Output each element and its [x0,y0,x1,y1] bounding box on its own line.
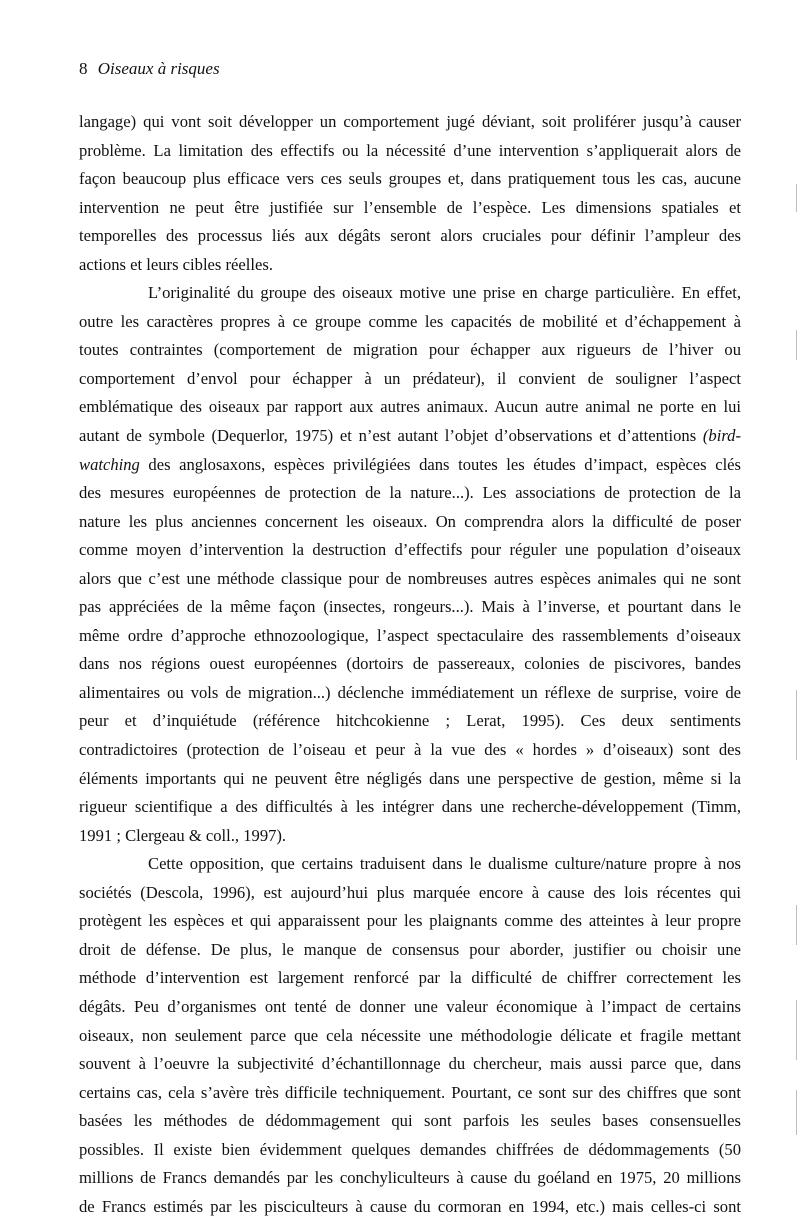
italic-term: (bird- [702,426,741,446]
text-line: comme moyen d’intervention la destruction d’effectifs pour réguler une population d’oiseaux [79,540,741,560]
line-text: autant de symbole (Dequerlor, 1975) et n’est autant l’objet d’observations et d’attentions [79,426,703,446]
text-line: peur et d’inquiétude (référence hitchcokienne ; Lerat, 1995). Ces deux sentiments [79,711,741,731]
line-text: des anglosaxons, espèces privilégiées dans toutes les études d’impact, espèces clés [139,454,741,474]
text-line: millions de Francs demandés par les conchyliculteurs à cause du goéland en 1975, 20 millions [79,1168,741,1188]
text-line: alimentaires ou vols de migration...) déclenche immédiatement un réflexe de surprise, voire de [79,682,741,702]
text-line: basées les méthodes de dédommagement qui sont parfois les seules bases consensuelles [79,1111,741,1131]
text-line [79,422,741,451]
text-line: L’originalité du groupe des oiseaux motive une prise en charge particulière. En effet, [148,283,741,303]
text-line: comportement d’envol pour échapper à un prédateur), il convient de souligner l’aspect [79,368,741,388]
page-number: 8 [79,59,88,78]
text-line: possibles. Il existe bien évidemment quelques demandes chiffrées de dédommagements (50 [79,1139,741,1159]
text-line: façon beaucoup plus efficace vers ces seuls groupes et, dans pratiquement tous les cas, aucune [79,169,741,189]
text-line: langage) qui vont soit développer un comportement jugé déviant, soit proliférer jusqu’à causer [79,112,741,131]
text-line: temporelles des processus liés aux dégâts seront alors cruciales pour définir l’ampleur des [79,226,741,246]
text-line: intervention ne peut être justifiée sur l’ensemble de l’espèce. Les dimensions spatiales et [79,197,741,217]
body-text [79,108,741,1221]
text-line: pas appréciées de la même façon (insectes, rongeurs...). Mais à l’inverse, et pourtant dans le [79,597,741,617]
text-line: même ordre d’approche ethnozoologique, l’aspect spectaculaire des rassemblements d’oiseaux [79,625,741,645]
text-line: droit de défense. De plus, le manque de consensus pour aborder, justifier ou choisir une [79,939,741,959]
text-line: Cette opposition, que certains traduisent dans le dualisme culture/nature propre à nos [148,854,741,874]
running-header [79,58,220,80]
text-line: emblématique des oiseaux par rapport aux autres animaux. Aucun autre animal ne porte en lui [79,397,741,417]
italic-term: watching [79,454,140,474]
text-line: actions et leurs cibles réelles. [79,254,273,274]
text-line: alors que c’est une méthode classique pour de nombreuses autres espèces animales qui ne sont [79,568,741,588]
text-line: problème. La limitation des effectifs ou la nécessité d’une intervention s’appliquerait alors de [79,140,741,160]
scan-margin-mark [796,184,797,212]
scan-margin-mark [796,330,797,360]
text-line: nature les plus anciennes concernent les oiseaux. On comprendra alors la difficulté de poser [79,511,741,531]
text-line: méthode d’intervention est largement renforcé par la difficulté de chiffrer correctement les [79,968,741,988]
scan-margin-mark [796,690,797,760]
text-line: toutes contraintes (comportement de migration pour échapper aux rigueurs de l’hiver ou [79,340,741,360]
text-line: dans nos régions ouest européennes (dortoirs de passereaux, colonies de piscivores, bandes [79,654,741,674]
book-title: Oiseaux à risques [97,59,220,78]
text-line: dégâts. Peu d’organismes ont tenté de donner une valeur économique à l’impact de certains [79,996,741,1016]
text-line: outre les caractères propres à ce groupe comme les capacités de mobilité et d’échappement à [79,311,741,331]
text-line: sociétés (Descola, 1996), est aujourd’hui plus marquée encore à cause des lois récentes qui [79,882,741,902]
text-line: des mesures européennes de protection de la nature...). Les associations de protection de la [79,483,741,503]
text-line: rigueur scientifique a des difficultés à les intégrer dans une recherche-développement (Timm, [79,797,741,817]
text-line: souvent à l’oeuvre la subjectivité d’échantillonnage du chercheur, mais aussi parce que, dans [79,1054,741,1074]
text-line: éléments importants qui ne peuvent être négligés dans une perspective de gestion, même si la [79,768,741,788]
text-line: 1991 ; Clergeau & coll., 1997). [79,825,287,845]
text-line [79,451,741,480]
text-line: de Francs estimés par les pisciculteurs à cause du cormoran en 1994, etc.) mais celles-ci sont [79,1196,741,1216]
scan-margin-mark [796,1090,797,1135]
text-line: protègent les espèces et qui apparaissent pour les plaignants comme des atteintes à leur propre [79,911,741,931]
scan-margin-mark [796,1000,797,1060]
scan-margin-mark [796,905,797,945]
text-line: certains cas, cela s’avère très difficile techniquement. Pourtant, ce sont sur des chiffres que sont [79,1082,741,1102]
text-line: oiseaux, non seulement parce que cela nécessite une méthodologie délicate et fragile mettant [79,1025,741,1045]
text-line: contradictoires (protection de l’oiseau et peur à la vue des « hordes » d’oiseaux) sont des [79,740,741,760]
